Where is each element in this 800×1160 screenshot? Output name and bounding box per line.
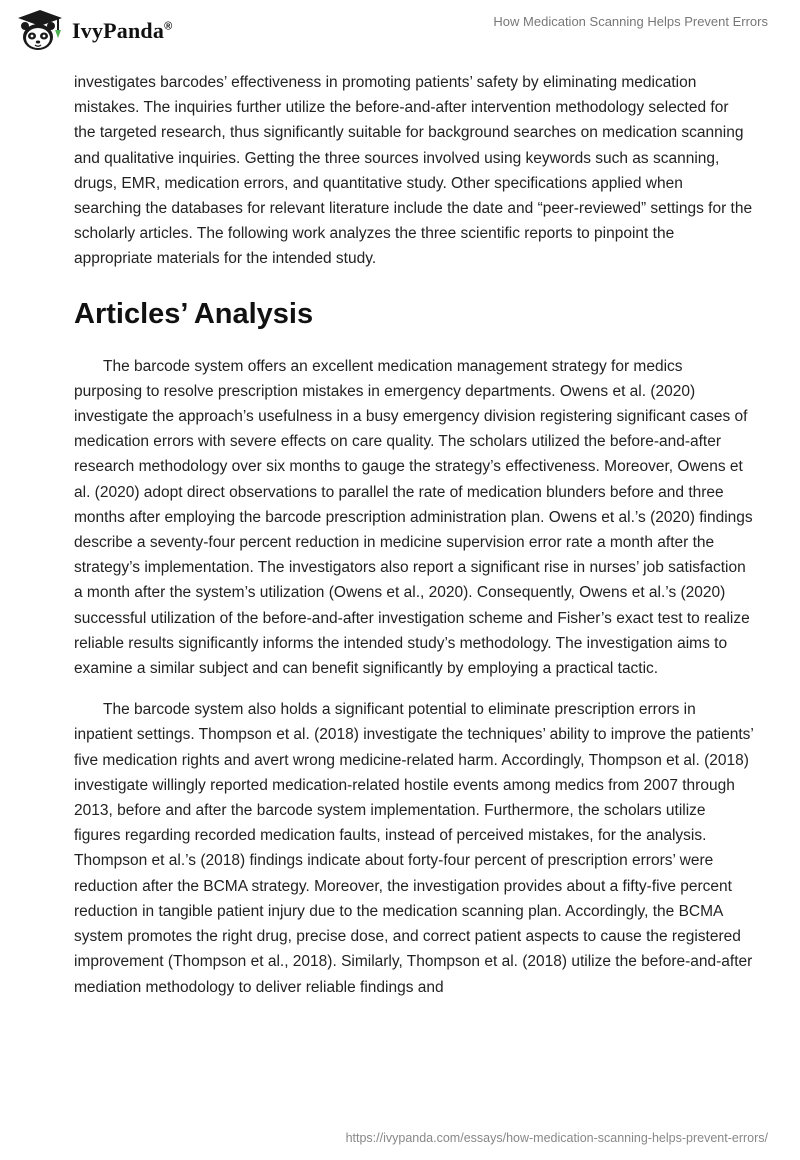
site-logo[interactable]	[14, 8, 172, 54]
logo-text: IvyPanda®	[72, 18, 173, 43]
document-title: How Medication Scanning Helps Prevent Errors	[493, 14, 768, 29]
panda-graduate-icon	[14, 8, 66, 54]
body-paragraph-1: The barcode system offers an excellent medication management strategy for medics purposing to resolve prescription mistakes in emergency departments. Owens et al. (2020) investigate the approach’s usefulness in a busy emergency division registering significant cases of medication errors with severe effects on care quality. The scholars utilized the before-and-after research methodology over six months to gauge the strategy’s effectiveness. Moreover, Owens et al. (2020) adopt direct observations to parallel the rate of medication blunders before and three months after employing the barcode prescription administration plan. Owens et al.’s (2020) findings describe a seventy-four percent reduction in medicine supervision error rate a month after the strategy’s implementation. The investigators also report a significant rise in nurses’ job satisfaction a month after the system’s utilization (Owens et al., 2020). Consequently, Owens et al.’s (2020) successful utilization of the before-and-after investigation scheme and Fisher’s exact test to realize reliable results significantly informs the intended study’s methodology. The investigation aims to examine a similar subject and can benefit significantly by employing a practical tactic.	[74, 357, 753, 678]
source-url[interactable]: https://ivypanda.com/essays/how-medication-scanning-helps-prevent-errors/	[345, 1131, 768, 1145]
section-heading: Articles’ Analysis	[74, 297, 314, 330]
essay-content	[74, 70, 754, 1000]
intro-paragraph: investigates barcodes’ effectiveness in promoting patients’ safety by eliminating medication mistakes. The inquiries further utilize the before-and-after intervention methodology selected for the targeted research, thus significantly suitable for background searches on medication scanning and qualitative inquiries. Getting the three sources involved using keywords such as scanning, drugs, EMR, medication errors, and quantitative study. Other specifications applied when searching the databases for relevant literature include the date and “peer-reviewed” settings for the scholarly articles. The following work analyzes the three scientific reports to pinpoint the appropriate materials for the intended study.	[74, 74, 753, 268]
page-header	[0, 0, 800, 60]
body-paragraph-2: The barcode system also holds a significant potential to eliminate prescription errors in inpatient settings. Thompson et al. (2018) investigate the techniques’ ability to improve the patients’ five medication rights and avert wrong medicine-related harm. Accordingly, Thompson et al. (2018) investigate willingly reported medication-related hostile events among medics from 2007 through 2013, before and after the barcode system implementation. Furthermore, the scholars utilize figures regarding recorded medication faults, instead of perceived mistakes, for the analysis. Thompson et al.’s (2018) findings indicate about forty-four percent of prescription errors’ were reduction after the BCMA strategy. Moreover, the investigation provides about a fifty-five percent reduction in tangible patient injury due to the medication scanning plan. Accordingly, the BCMA system promotes the right drug, precise dose, and correct patient aspects to cause the registered improvement (Thompson et al., 2018). Similarly, Thompson et al. (2018) utilize the before-and-after mediation methodology to deliver reliable findings and	[74, 701, 754, 996]
